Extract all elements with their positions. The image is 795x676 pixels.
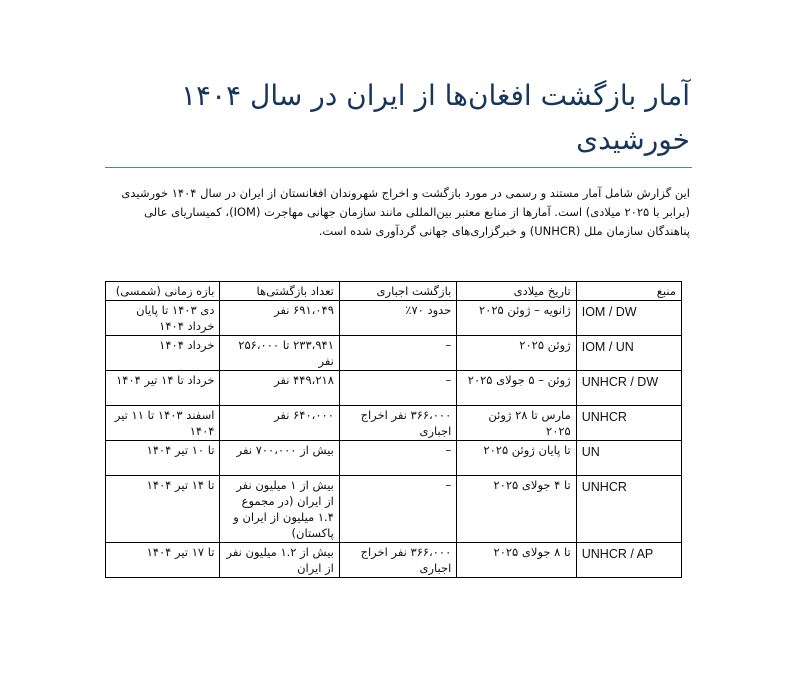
cell-source: IOM / UN [576, 336, 681, 371]
header-forced: بازگشت اجباری [339, 282, 456, 301]
header-source: منبع [576, 282, 681, 301]
cell-period: دی ۱۴۰۳ تا پایان خرداد ۱۴۰۴ [106, 301, 220, 336]
cell-count: بیش از ۱.۲ میلیون نفر از ایران [220, 543, 339, 578]
cell-forced: ۳۶۶،۰۰۰ نفر اخراج اجباری [339, 406, 456, 441]
table-header-row [106, 282, 682, 301]
cell-source: UNHCR [576, 406, 681, 441]
cell-source: UNHCR / AP [576, 543, 681, 578]
header-period: بازه زمانی (شمسی) [106, 282, 220, 301]
cell-source: UNHCR [576, 476, 681, 543]
cell-period: تا ۱۷ تیر ۱۴۰۴ [106, 543, 220, 578]
cell-date: تا ۴ جولای ۲۰۲۵ [457, 476, 576, 543]
cell-forced: ۳۶۶،۰۰۰ نفر اخراج اجباری [339, 543, 456, 578]
cell-period: خرداد تا ۱۴ تیر ۱۴۰۴ [106, 371, 220, 406]
cell-forced: – [339, 476, 456, 543]
cell-date: مارس تا ۲۸ ژوئن ۲۰۲۵ [457, 406, 576, 441]
cell-count: ۴۴۹،۲۱۸ نفر [220, 371, 339, 406]
cell-source: UN [576, 441, 681, 476]
table-row [106, 476, 682, 543]
cell-period: اسفند ۱۴۰۳ تا ۱۱ تیر ۱۴۰۴ [106, 406, 220, 441]
header-date: تاریخ میلادی [457, 282, 576, 301]
cell-period: تا ۱۴ تیر ۱۴۰۴ [106, 476, 220, 543]
cell-date: ژانویه – ژوئن ۲۰۲۵ [457, 301, 576, 336]
table-row [106, 301, 682, 336]
table-row [106, 543, 682, 578]
cell-forced: – [339, 441, 456, 476]
page-title: آمار بازگشت افغان‌ها از ایران در سال ۱۴۰۴ خورشیدی [181, 79, 690, 156]
cell-count: ۶۴۰،۰۰۰ نفر [220, 406, 339, 441]
cell-date: تا پایان ژوئن ۲۰۲۵ [457, 441, 576, 476]
cell-source: IOM / DW [576, 301, 681, 336]
cell-date: تا ۸ جولای ۲۰۲۵ [457, 543, 576, 578]
table-row [106, 406, 682, 441]
cell-forced: – [339, 371, 456, 406]
cell-date: ژوئن ۲۰۲۵ [457, 336, 576, 371]
intro-paragraph: این گزارش شامل آمار مستند و رسمی در مورد بازگشت و اخراج شهروندان افغانستان از ایران در سال ۱۴۰۴ خورشیدی (برابر با ۲۰۲۵ میلادی) است. آمارها از منابع معتبر بین‌المللی مانند سازمان جهانی مهاجرت (IOM)، کمیساریای عالی پناهندگان سازمان ملل (UNHCR) و خبرگزاری‌های جهانی گردآوری شده است. [121, 186, 690, 238]
cell-count: بیش از ۱ میلیون نفر از ایران (در مجموع ۱.۴ میلیون از ایران و پاکستان) [220, 476, 339, 543]
table-row [106, 371, 682, 406]
cell-count: ۶۹۱،۰۴۹ نفر [220, 301, 339, 336]
cell-period: تا ۱۰ تیر ۱۴۰۴ [106, 441, 220, 476]
cell-date: ژوئن – ۵ جولای ۲۰۲۵ [457, 371, 576, 406]
table-row [106, 441, 682, 476]
cell-source: UNHCR / DW [576, 371, 681, 406]
cell-count: بیش از ۷۰۰،۰۰۰ نفر [220, 441, 339, 476]
cell-period: خرداد ۱۴۰۴ [106, 336, 220, 371]
cell-count: ۲۳۳،۹۴۱ تا ۲۵۶،۰۰۰ نفر [220, 336, 339, 371]
title-divider [105, 167, 692, 168]
cell-forced: – [339, 336, 456, 371]
table-row [106, 336, 682, 371]
cell-forced: حدود ۷۰٪ [339, 301, 456, 336]
header-count: تعداد بازگشتی‌ها [220, 282, 339, 301]
returns-table [105, 281, 682, 578]
